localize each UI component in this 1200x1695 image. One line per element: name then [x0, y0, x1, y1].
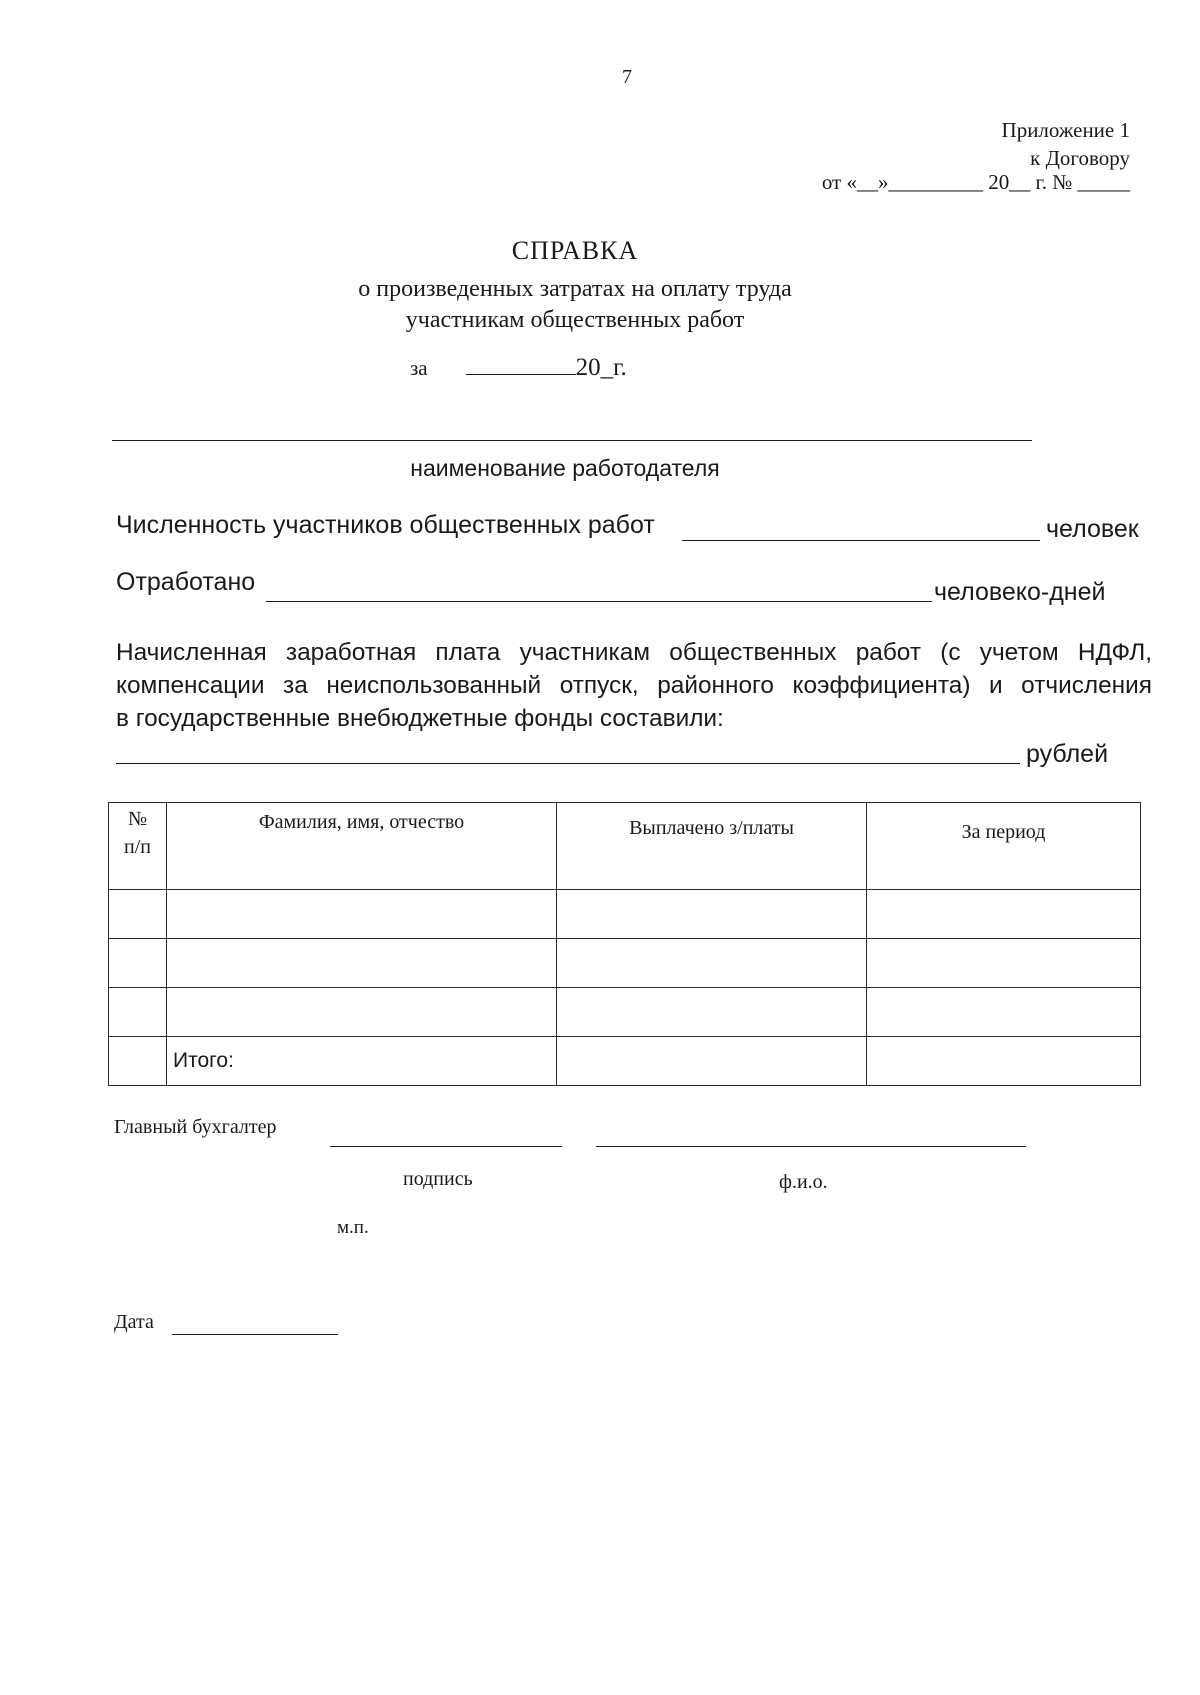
employer-name-field[interactable]: [112, 440, 1032, 441]
signature-caption: подпись: [403, 1168, 473, 1190]
subtitle-line-2: участникам общественных работ: [405, 307, 745, 333]
salary-paid-cell[interactable]: [557, 988, 867, 1037]
document-subtitle: [0, 274, 1150, 336]
period-cell[interactable]: [867, 890, 1141, 939]
accrued-line-2: компенсации за неиспользованный отпуск, районного коэффициента) и отчисления: [116, 672, 1152, 699]
period-prefix: за: [410, 356, 428, 380]
full-name-caption: ф.и.о.: [779, 1171, 828, 1193]
table-row: [109, 890, 1141, 939]
table-header-row: [109, 803, 1141, 890]
accrued-line-1: Начисленная заработная плата участникам общественных работ (с учетом НДФЛ,: [116, 639, 1152, 666]
salary-paid-cell[interactable]: [557, 939, 867, 988]
appendix-header: [1002, 116, 1130, 172]
accrued-amount-field[interactable]: [116, 763, 1020, 764]
header-period: За период: [867, 803, 1141, 890]
employer-caption: наименование работодателя: [410, 455, 720, 481]
date-label: Дата: [114, 1311, 154, 1333]
signature-field[interactable]: [330, 1146, 562, 1147]
worked-label: Отработано: [116, 568, 256, 596]
row-number-cell[interactable]: [109, 890, 167, 939]
header-salary-paid: Выплачено з/платы: [557, 803, 867, 890]
stamp-place: м.п.: [337, 1217, 369, 1238]
headcount-field[interactable]: [682, 540, 1040, 541]
accrued-unit: рублей: [1026, 740, 1109, 768]
date-field[interactable]: [172, 1334, 338, 1335]
accrued-line-3: в государственные внебюджетные фонды составили:: [116, 705, 724, 732]
header-full-name: Фамилия, имя, отчество: [167, 803, 557, 890]
table-row: [109, 939, 1141, 988]
period-month-field[interactable]: [466, 354, 576, 375]
report-period: [410, 354, 627, 382]
table-total-row: [109, 1037, 1141, 1086]
total-number-cell: [109, 1037, 167, 1086]
appendix-line-2: к Договору: [1030, 146, 1130, 170]
chief-accountant-label: Главный бухгалтер: [114, 1116, 277, 1138]
period-cell[interactable]: [867, 939, 1141, 988]
worked-days-field[interactable]: [266, 601, 932, 602]
period-year: 20_г.: [575, 354, 627, 381]
appendix-line-1: Приложение 1: [1001, 118, 1130, 142]
header-row-number: № п/п: [109, 803, 167, 890]
total-salary-cell[interactable]: [557, 1037, 867, 1086]
period-cell[interactable]: [867, 988, 1141, 1037]
full-name-cell[interactable]: [167, 939, 557, 988]
salary-paid-cell[interactable]: [557, 890, 867, 939]
headcount-label: Численность участников общественных работ: [116, 511, 655, 539]
document-title: СПРАВКА: [511, 236, 639, 265]
full-name-field[interactable]: [596, 1146, 1026, 1147]
full-name-cell[interactable]: [167, 890, 557, 939]
accrued-salary-paragraph: [116, 636, 1152, 735]
total-period-cell[interactable]: [867, 1037, 1141, 1086]
appendix-contract-ref: от «__»_________ 20__ г. № _____: [821, 170, 1130, 194]
page-number: 7: [622, 66, 632, 88]
total-label: Итого:: [167, 1037, 557, 1086]
row-number-cell[interactable]: [109, 988, 167, 1037]
row-number-cell[interactable]: [109, 939, 167, 988]
headcount-unit: человек: [1046, 515, 1139, 543]
subtitle-line-1: о произведенных затратах на оплату труда: [358, 276, 792, 302]
payroll-table: [108, 802, 1141, 1086]
worked-unit: человеко-дней: [934, 578, 1106, 606]
table-row: [109, 988, 1141, 1037]
full-name-cell[interactable]: [167, 988, 557, 1037]
